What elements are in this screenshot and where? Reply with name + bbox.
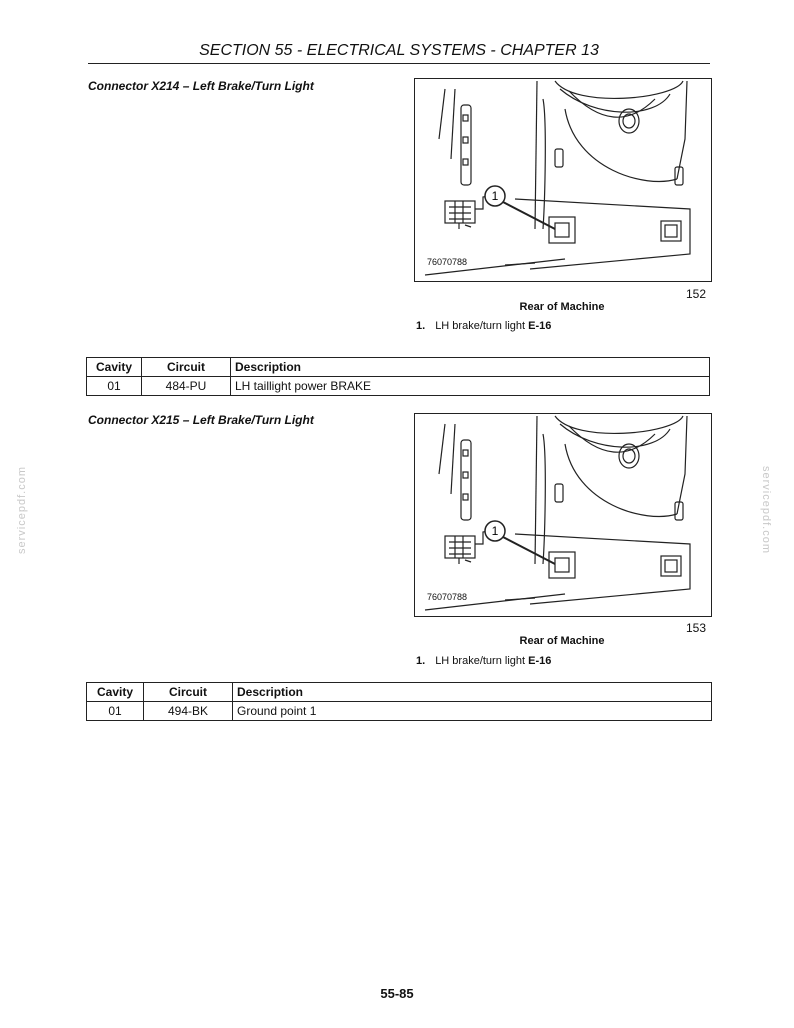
figure-153 bbox=[414, 413, 712, 617]
connector-x214-title: Connector X214 – Left Brake/Turn Light bbox=[88, 79, 314, 93]
legend-number: 1. bbox=[416, 320, 426, 332]
connector-x215-title: Connector X215 – Left Brake/Turn Light bbox=[88, 413, 314, 427]
callout-number: 1 bbox=[491, 524, 499, 538]
machine-rear-illustration bbox=[415, 414, 711, 616]
watermark-right: servicepdf.com bbox=[760, 466, 772, 554]
figure-legend-item bbox=[416, 655, 551, 667]
figure-code: 76070788 bbox=[427, 592, 468, 602]
figure-number: 152 bbox=[686, 287, 707, 301]
figure-number: 153 bbox=[686, 621, 707, 635]
cell-circuit: 484-PU bbox=[142, 377, 231, 396]
legend-text: LH brake/turn light bbox=[435, 655, 529, 667]
cell-circuit: 494-BK bbox=[144, 702, 233, 721]
figure-caption: Rear of Machine bbox=[519, 301, 605, 313]
legend-reference: E-16 bbox=[528, 655, 552, 667]
page-number: 55-85 bbox=[380, 986, 414, 1001]
legend-reference: E-16 bbox=[528, 320, 552, 332]
column-header-description: Description bbox=[233, 683, 712, 702]
connector-x214-table bbox=[86, 357, 710, 396]
column-header-circuit: Circuit bbox=[142, 358, 231, 377]
column-header-cavity: Cavity bbox=[87, 358, 142, 377]
cell-cavity: 01 bbox=[87, 702, 144, 721]
figure-code: 76070788 bbox=[427, 257, 468, 267]
column-header-circuit: Circuit bbox=[144, 683, 233, 702]
legend-number: 1. bbox=[416, 655, 426, 667]
column-header-description: Description bbox=[231, 358, 710, 377]
table-row bbox=[87, 702, 712, 721]
legend-text: LH brake/turn light bbox=[435, 320, 529, 332]
cell-cavity: 01 bbox=[87, 377, 142, 396]
column-header-cavity: Cavity bbox=[87, 683, 144, 702]
figure-caption: Rear of Machine bbox=[519, 635, 605, 647]
machine-rear-illustration bbox=[415, 79, 711, 281]
table-header-row bbox=[87, 683, 712, 702]
watermark-left: servicepdf.com bbox=[16, 466, 28, 554]
callout-number: 1 bbox=[491, 189, 499, 203]
connector-x215-table bbox=[86, 682, 712, 721]
cell-description: LH taillight power BRAKE bbox=[231, 377, 710, 396]
table-header-row bbox=[87, 358, 710, 377]
figure-152 bbox=[414, 78, 712, 282]
cell-description: Ground point 1 bbox=[233, 702, 712, 721]
table-row bbox=[87, 377, 710, 396]
section-header: SECTION 55 - ELECTRICAL SYSTEMS - CHAPTER 13 bbox=[88, 42, 710, 64]
figure-legend-item bbox=[416, 320, 551, 332]
